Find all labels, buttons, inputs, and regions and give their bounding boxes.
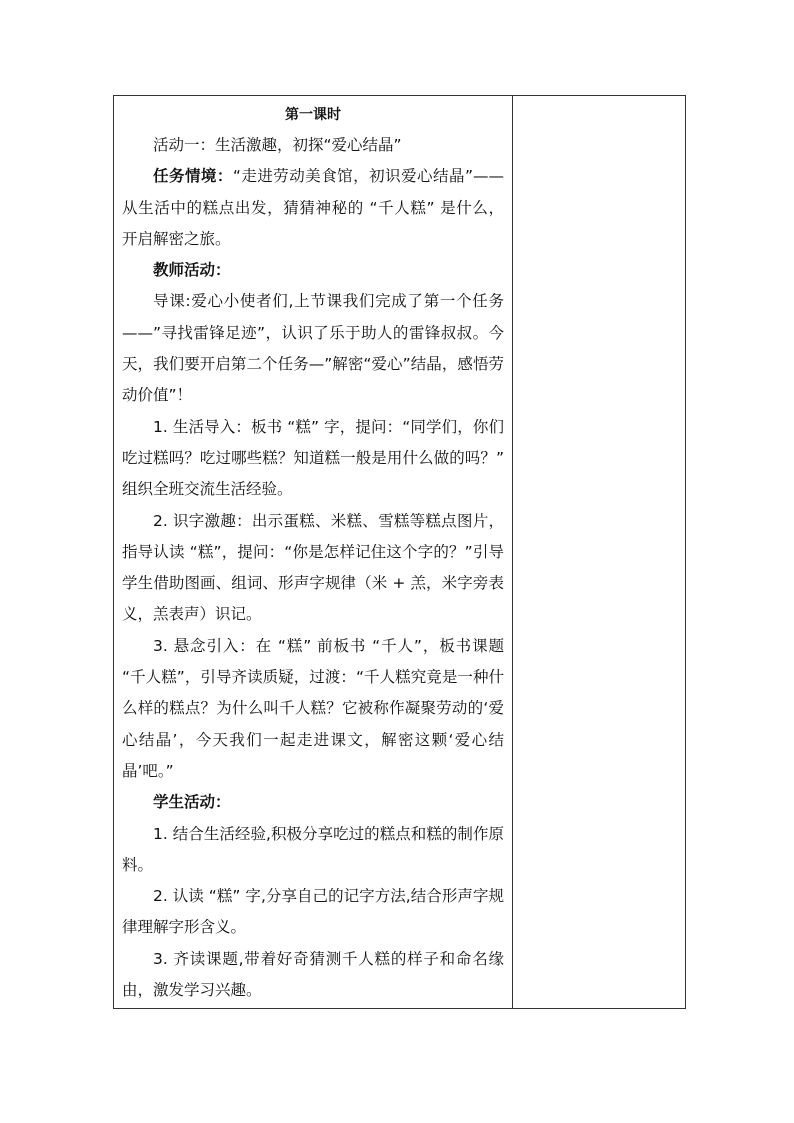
notes-column-cell (513, 96, 686, 1009)
student-paragraph-1: 1. 结合生活经验,积极分享吃过的糕点和糕的制作原料。 (122, 824, 504, 874)
task-situation (122, 161, 504, 255)
teacher-activity-label: 教师活动： (153, 261, 231, 280)
lesson-title: 第一课时 (285, 107, 341, 123)
teacher-paragraph-1: 1. 生活导入：板书 “糕” 字，提问：“同学们，你们吃过糕吗？吃过哪些糕？知道糕一般是用什么做的吗？” 组织全班交流生活经验。 (122, 417, 504, 499)
task-text: “走进劳动美食馆，初识爱心结晶”—— 从生活中的糕点出发，猜猜神秘的 “千人糕” 是什么，开启解密之旅。 (122, 167, 504, 248)
teacher-paragraph-3: 3. 悬念引入：在 “糕” 前板书 “千人”，板书课题 “千人糕”，引导齐读质疑，过渡：“千人糕究竟是一种什么样的糕点？为什么叫千人糕？它被称作凝聚劳动的‘爱心结晶’，今天我们一起走进课文，解密这颗‘爱心结晶’吧。” (122, 636, 504, 780)
student-paragraph-3: 3. 齐读课题,带着好奇猜测千人糕的样子和命名缘由，激发学习兴趣。 (122, 949, 504, 1000)
task-label: 任务情境： (153, 167, 233, 186)
teacher-paragraph-intro: 导课:爱心小使者们,上节课我们完成了第一个任务——”寻找雷锋足迹”，认识了乐于助人的雷锋叔叔。今天，我们要开启第二个任务—”解密“爱心”结晶，感悟劳动价值”！ (122, 292, 504, 405)
student-activity-label: 学生活动： (153, 793, 231, 812)
lesson-content (114, 96, 512, 1008)
teacher-paragraph-2: 2. 识字激趣：出示蛋糕、米糕、雪糕等糕点图片，指导认读 “糕”，提问：“你是怎样记住这个字的？”引导学生借助图画、组词、形声字规律（米 + 羔，米字旁表义，羔表声）识记。 (122, 511, 504, 624)
table-row (114, 96, 686, 1009)
lesson-plan-table (113, 95, 686, 1009)
lesson-content-cell (114, 96, 513, 1009)
activity-heading: 活动一：生活激趣，初探“爱心结晶” (153, 136, 402, 154)
student-paragraph-2: 2. 认读 “糕” 字,分享自己的记字方法,结合形声字规律理解字形含义。 (122, 887, 504, 937)
